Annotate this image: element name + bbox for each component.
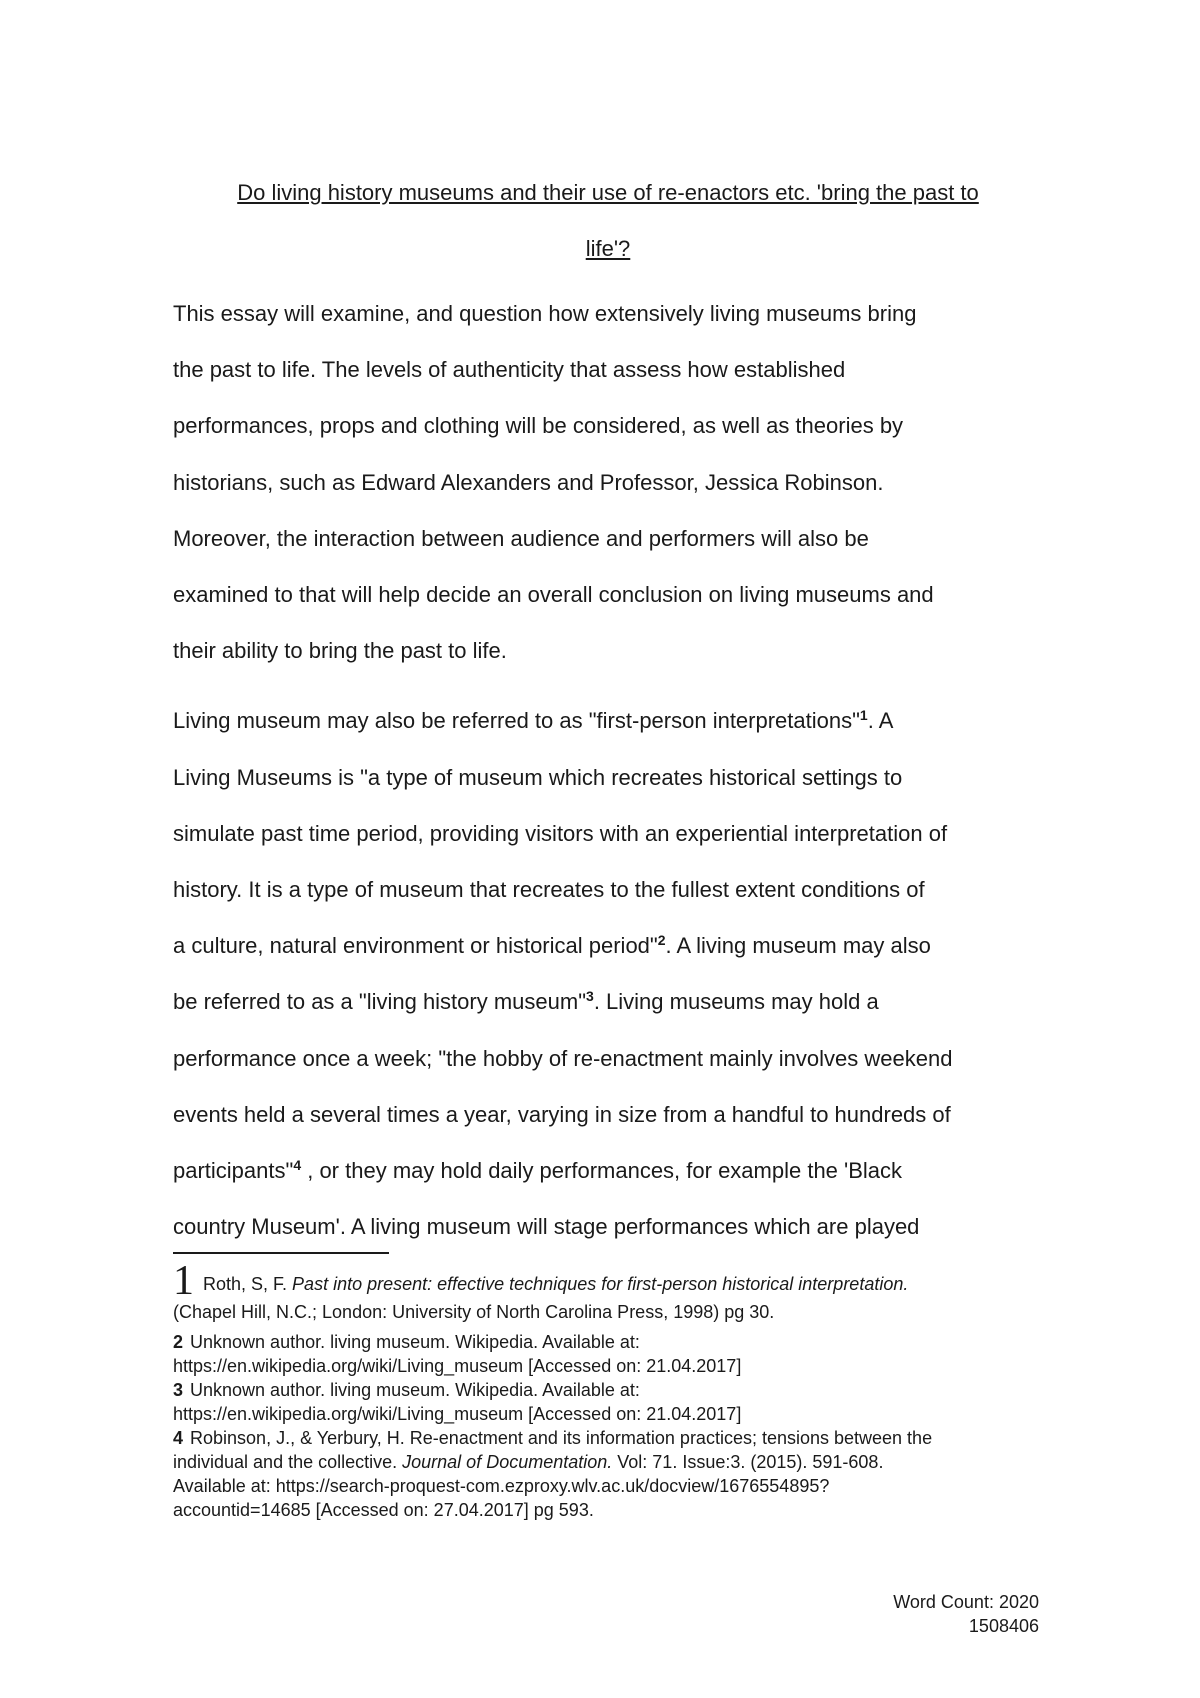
footnote-text: Robinson, J., & Yerbury, H. Re-enactment and its information practices; tensions between the [185,1428,933,1448]
text-segment: participants" [173,1158,294,1184]
title-line-1: Do living history museums and their use of re-enactors etc. 'bring the past to [237,180,979,205]
text-segment: . A living museum may also [665,933,931,959]
footnote-text: Unknown author. living museum. Wikipedia. Available at: [185,1332,640,1352]
footnote-1-line-2: (Chapel Hill, N.C.; London: University of North Carolina Press, 1998) pg 30. [173,1302,775,1322]
text-line: historians, such as Edward Alexanders and Professor, Jessica Robinson. [173,469,884,495]
footnote-number: 2 [173,1332,184,1352]
text-line: their ability to bring the past to life. [173,638,507,664]
footnote-text: Roth, S, F. [198,1274,293,1294]
document-meta [893,1590,1039,1638]
footnote-text: Unknown author. living museum. Wikipedia. Available at: [185,1380,640,1400]
footnote-title: Past into present: effective techniques for first-person historical interpretation. [292,1274,909,1294]
footnote-number: 3 [173,1380,184,1400]
footnote-4 [173,1426,1073,1450]
text-line: events held a several times a year, varying in size from a handful to hundreds of [173,1101,951,1127]
footnote-separator [173,1252,389,1254]
text-line: performances, props and clothing will be considered, as well as theories by [173,413,904,439]
footnote-ref-2[interactable]: 2 [657,932,666,949]
footnote-number: 4 [173,1428,184,1448]
text-line: examined to that will help decide an overall conclusion on living museums and [173,582,934,608]
text-line: performance once a week; "the hobby of re-enactment mainly involves weekend [173,1045,953,1071]
text-segment: be referred to as a "living history museum" [173,989,587,1015]
text-line [173,989,879,1014]
student-id: 1508406 [968,1616,1039,1636]
text-segment: , or they may hold daily performances, for example the 'Black [301,1158,903,1184]
footnote-4-url[interactable]: Available at: https://search-proquest-com.ezproxy.wlv.ac.uk/docview/1676554895? [173,1476,830,1496]
footnote-ref-3[interactable]: 3 [586,988,594,1005]
word-count: Word Count: 2020 [893,1592,1039,1612]
text-line [173,1158,902,1183]
footnote-4-line-2 [173,1450,1073,1474]
text-line: Living Museums is "a type of museum which recreates historical settings to [173,764,903,790]
text-line: history. It is a type of museum that recreates to the fullest extent conditions of [173,877,925,903]
title-line-2: life'? [585,236,631,261]
footnote-3 [173,1378,1073,1402]
essay-body [173,165,1043,1255]
footnote-4-line-4: accountid=14685 [Accessed on: 27.04.2017] pg 593. [173,1500,594,1520]
text-line [173,933,931,958]
text-line: This essay will examine, and question how extensively living museums bring [173,301,917,326]
text-line: simulate past time period, providing visitors with an experiential interpretation of [173,820,948,846]
text-segment: Living museum may also be referred to as "first-person interpretations" [173,708,860,734]
footnote-journal: Journal of Documentation. [402,1452,613,1472]
footnote-ref-1[interactable]: 1 [859,707,868,724]
text-line: Moreover, the interaction between audience and performers will also be [173,525,869,551]
text-line: the past to life. The levels of authenticity that assess how established [173,357,846,383]
text-segment: . Living museums may hold a [593,989,879,1015]
footnote-text: Vol: 71. Issue:3. (2015). 591-608. [612,1452,884,1472]
footnote-2-url[interactable]: https://en.wikipedia.org/wiki/Living_museum [Accessed on: 21.04.2017] [173,1356,742,1376]
footnote-number: 1 [173,1258,194,1304]
footnote-ref-4[interactable]: 4 [293,1157,302,1174]
text-segment: a culture, natural environment or historical period" [173,933,658,959]
footnote-text: individual and the collective. [173,1452,403,1472]
footnote-3-url[interactable]: https://en.wikipedia.org/wiki/Living_museum [Accessed on: 21.04.2017] [173,1404,742,1424]
footnote-2 [173,1330,1073,1354]
essay-title [173,165,1043,277]
paragraph-definition [173,693,1043,1255]
text-segment: . A [867,708,894,734]
text-line [173,708,893,733]
paragraph-introduction [173,286,1043,679]
footnotes [173,1258,1073,1522]
text-line: country Museum'. A living museum will stage performances which are played [173,1214,920,1240]
footnote-1 [173,1258,1073,1304]
